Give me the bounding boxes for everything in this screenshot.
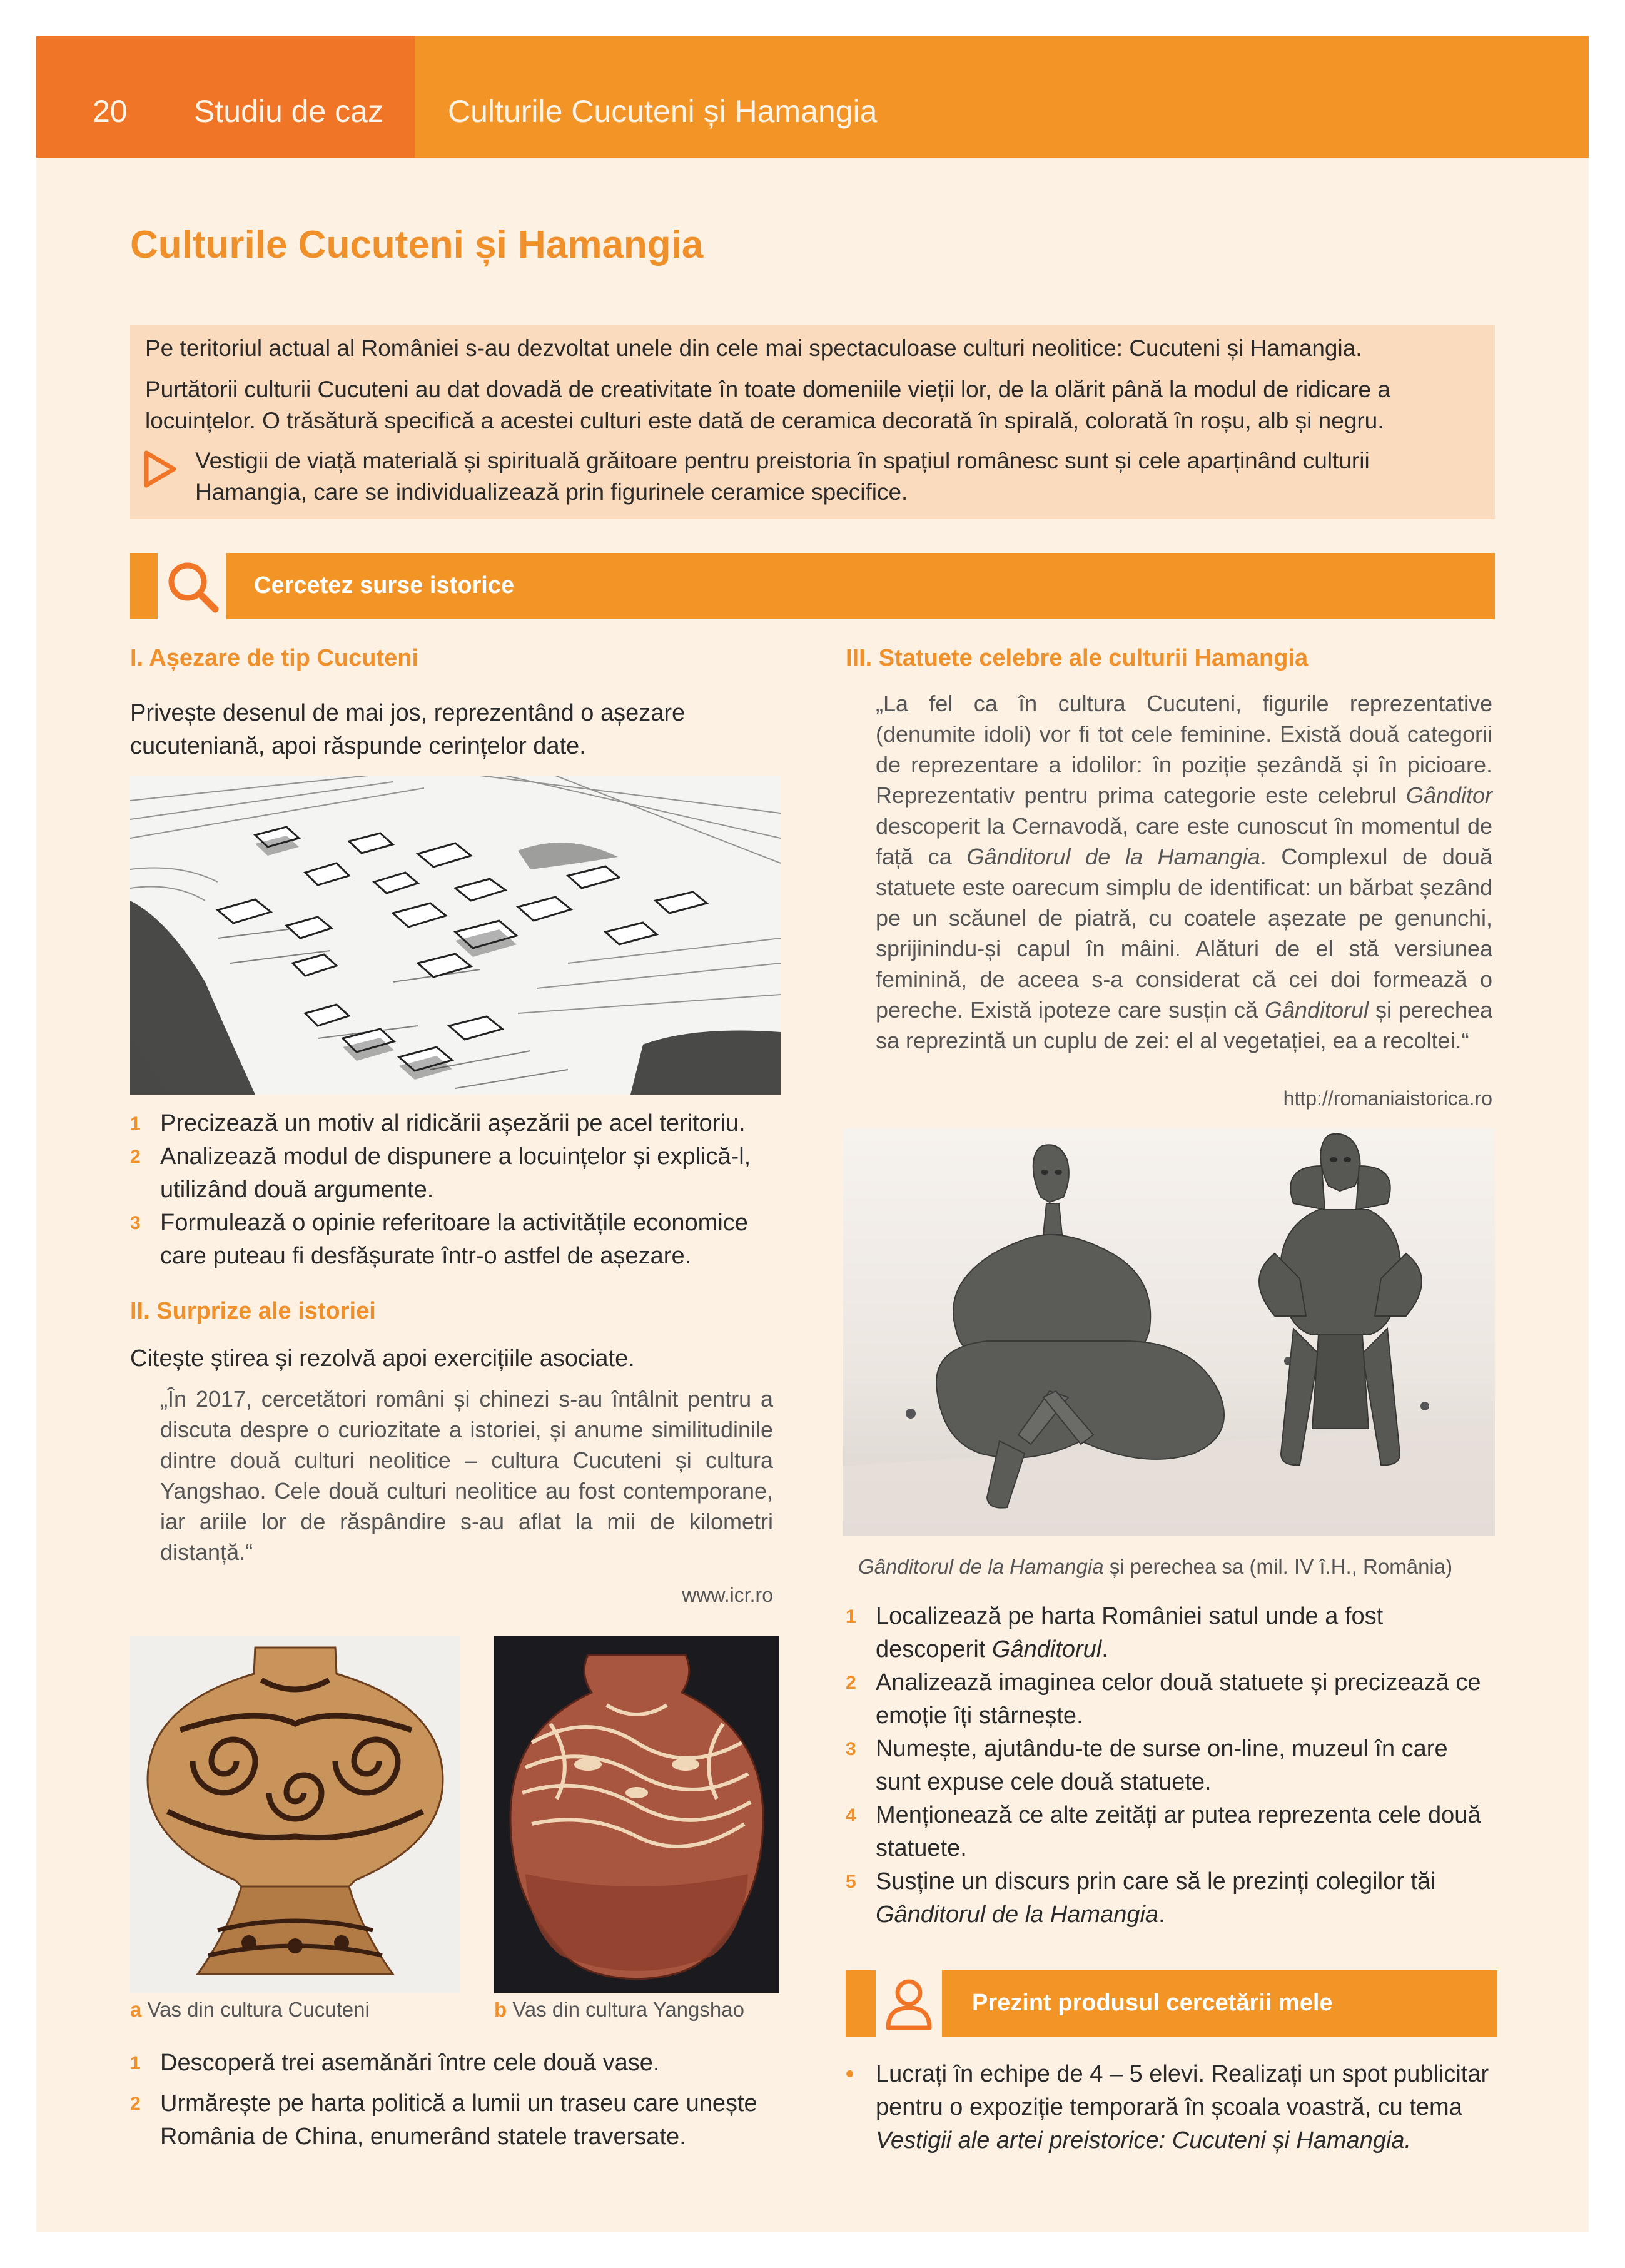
section-2-instruction: Citește știrea și rezolvă apoi exercițiile asociate. bbox=[130, 1345, 635, 1372]
task-bullet: • bbox=[846, 2061, 854, 2087]
research-bar-label: Cercetez surse istorice bbox=[254, 572, 515, 599]
list-item: 3 Formulează o opinie referitoare la activitățile economice care puteau fi desfășurate într-o astfel de așezare. bbox=[130, 1210, 748, 1269]
intro-paragraph-2: Purtătorii culturii Cucuteni au dat dovadă de creativitate în toate domeniile vieții lor, de la olărit până la modul de ridicare a locuințelor. O trăsătură specifică a acestei culturi este dată de ceramica decorată în spirală, colorată în roșu, alb și negru. bbox=[145, 377, 1390, 433]
section-3-title: III. Statuete celebre ale culturii Hamangia bbox=[846, 645, 1309, 671]
section-1-title: I. Așezare de tip Cucuteni bbox=[130, 645, 419, 671]
list-item: 2 Urmărește pe harta politică a lumii un traseu care unește România de China, enumerând statele traversate. bbox=[130, 2090, 757, 2150]
list-item: 2 Analizează imaginea celor două statuete și precizează ce emoție îți stârnește. bbox=[846, 1669, 1481, 1729]
list-item: 1 Localizează pe harta României satul unde a fost descoperit Gânditorul. bbox=[846, 1603, 1384, 1663]
header-section: Studiu de caz bbox=[194, 94, 383, 129]
section-1-questions bbox=[130, 1107, 781, 1273]
section-3-source: http://romaniaistorica.ro bbox=[1283, 1087, 1492, 1110]
section-3-questions bbox=[846, 1600, 1495, 1931]
section-3-quote: „La fel ca în cultura Cucuteni, figurile reprezentative (denumite idoli) vor fi tot cele feminine. Există două categorii de reprezentare a idolilor: în poziție șezândă și în picioare. Reprezentativ pentru prima categorie este celebrul Gânditor descoperit la Cernavodă, care este cunoscut în momentul de față ca Gânditorul de la Hamangia. Complexul de două statuete este oarecum simplu de identificat: un bărbat șezând pe un scăunel de piatră, cu coatele așezate pe genunchi, sprijinindu-și capul în mâini. Alături de el stă versiunea feminină, de aceea s-a considerat că cei doi formează o pereche. Există ipoteze care susțin că Gânditorul și perechea sa reprezintă un cuplu de zei: el al vegetației, ea a recoltei.“ bbox=[876, 691, 1492, 1053]
present-icon-box bbox=[876, 1970, 942, 2037]
intro-paragraph-3: Vestigii de viață materială și spirituală grăitoare pentru preistoria în spațiul românesc sunt și cele aparținând culturii Hamangia, care se individualizează prin figurinele ceramice specifice. bbox=[195, 448, 1370, 505]
hamangia-statuettes-image bbox=[843, 1128, 1495, 1536]
yangshao-vase-image bbox=[494, 1636, 779, 1993]
section-2-quote: „În 2017, cercetători români și chinezi s-au întâlnit pentru a discuta despre o curiozitate a istoriei, și anume similitudinile dintre două culturi neolitice – cultura Cucuteni și cultura Yangshao. Cele două culturi neolitice au fost contemporane, iar ariile lor de răspândire s-au aflat la mii de kilometri distanță.“ bbox=[160, 1386, 773, 1565]
caption-b: b Vas din cultura Yangshao bbox=[494, 1998, 744, 2021]
cucuteni-vase-image bbox=[130, 1636, 460, 1993]
magnifier-icon bbox=[163, 557, 221, 615]
section-1-instruction: Privește desenul de mai jos, reprezentând o așezare cucuteniană, apoi răspunde cerințelor date. bbox=[130, 700, 686, 759]
caption-a: a Vas din cultura Cucuteni bbox=[130, 1998, 370, 2021]
header-chapter: Culturile Cucuteni și Hamangia bbox=[448, 94, 878, 129]
cucuteni-settlement-drawing bbox=[130, 776, 781, 1095]
section-2-title: II. Surprize ale istoriei bbox=[130, 1298, 376, 1324]
list-item: 3 Numește, ajutându-te de surse on-line, muzeul în care sunt expuse cele două statuete. bbox=[846, 1736, 1448, 1795]
list-item: 1 Descoperă trei asemănări între cele două vase. bbox=[130, 2050, 660, 2076]
present-bar-label: Prezint produsul cercetării mele bbox=[972, 1990, 1333, 2016]
intro-box bbox=[130, 325, 1495, 519]
intro-paragraph-1: Pe teritoriul actual al României s-au dezvoltat unele din cele mai spectaculoase culturi neolitice: Cucuteni și Hamangia. bbox=[145, 335, 1362, 361]
page-number: 20 bbox=[93, 94, 128, 129]
list-item: 5 Susține un discurs prin care să le prezinți colegilor tăi Gânditorul de la Hamangia. bbox=[846, 1868, 1436, 1928]
research-icon-box bbox=[158, 553, 226, 619]
list-item: 2 Analizează modul de dispunere a locuințelor și explică-l, utilizând două argumente. bbox=[130, 1143, 751, 1203]
list-item: 4 Menționează ce alte zeități ar putea reprezenta cele două statuete. bbox=[846, 1802, 1481, 1861]
statuettes-caption: Gânditorul de la Hamangia și perechea sa (mil. IV î.H., România) bbox=[858, 1555, 1453, 1578]
page-title: Culturile Cucuteni și Hamangia bbox=[130, 223, 704, 266]
task-text: Lucrați în echipe de 4 – 5 elevi. Realizați un spot publicitar pentru o expoziție temporară în școala voastră, cu tema Vestigii ale artei preistorice: Cucuteni și Hamangia. bbox=[876, 2061, 1489, 2154]
list-item: 1 Precizează un motiv al ridicării așezării pe acel teritoriu. bbox=[130, 1110, 746, 1137]
play-triangle-icon bbox=[144, 450, 176, 488]
person-icon bbox=[882, 1975, 936, 2032]
section-2-source: www.icr.ro bbox=[682, 1584, 773, 1606]
section-2-questions bbox=[130, 2047, 781, 2154]
